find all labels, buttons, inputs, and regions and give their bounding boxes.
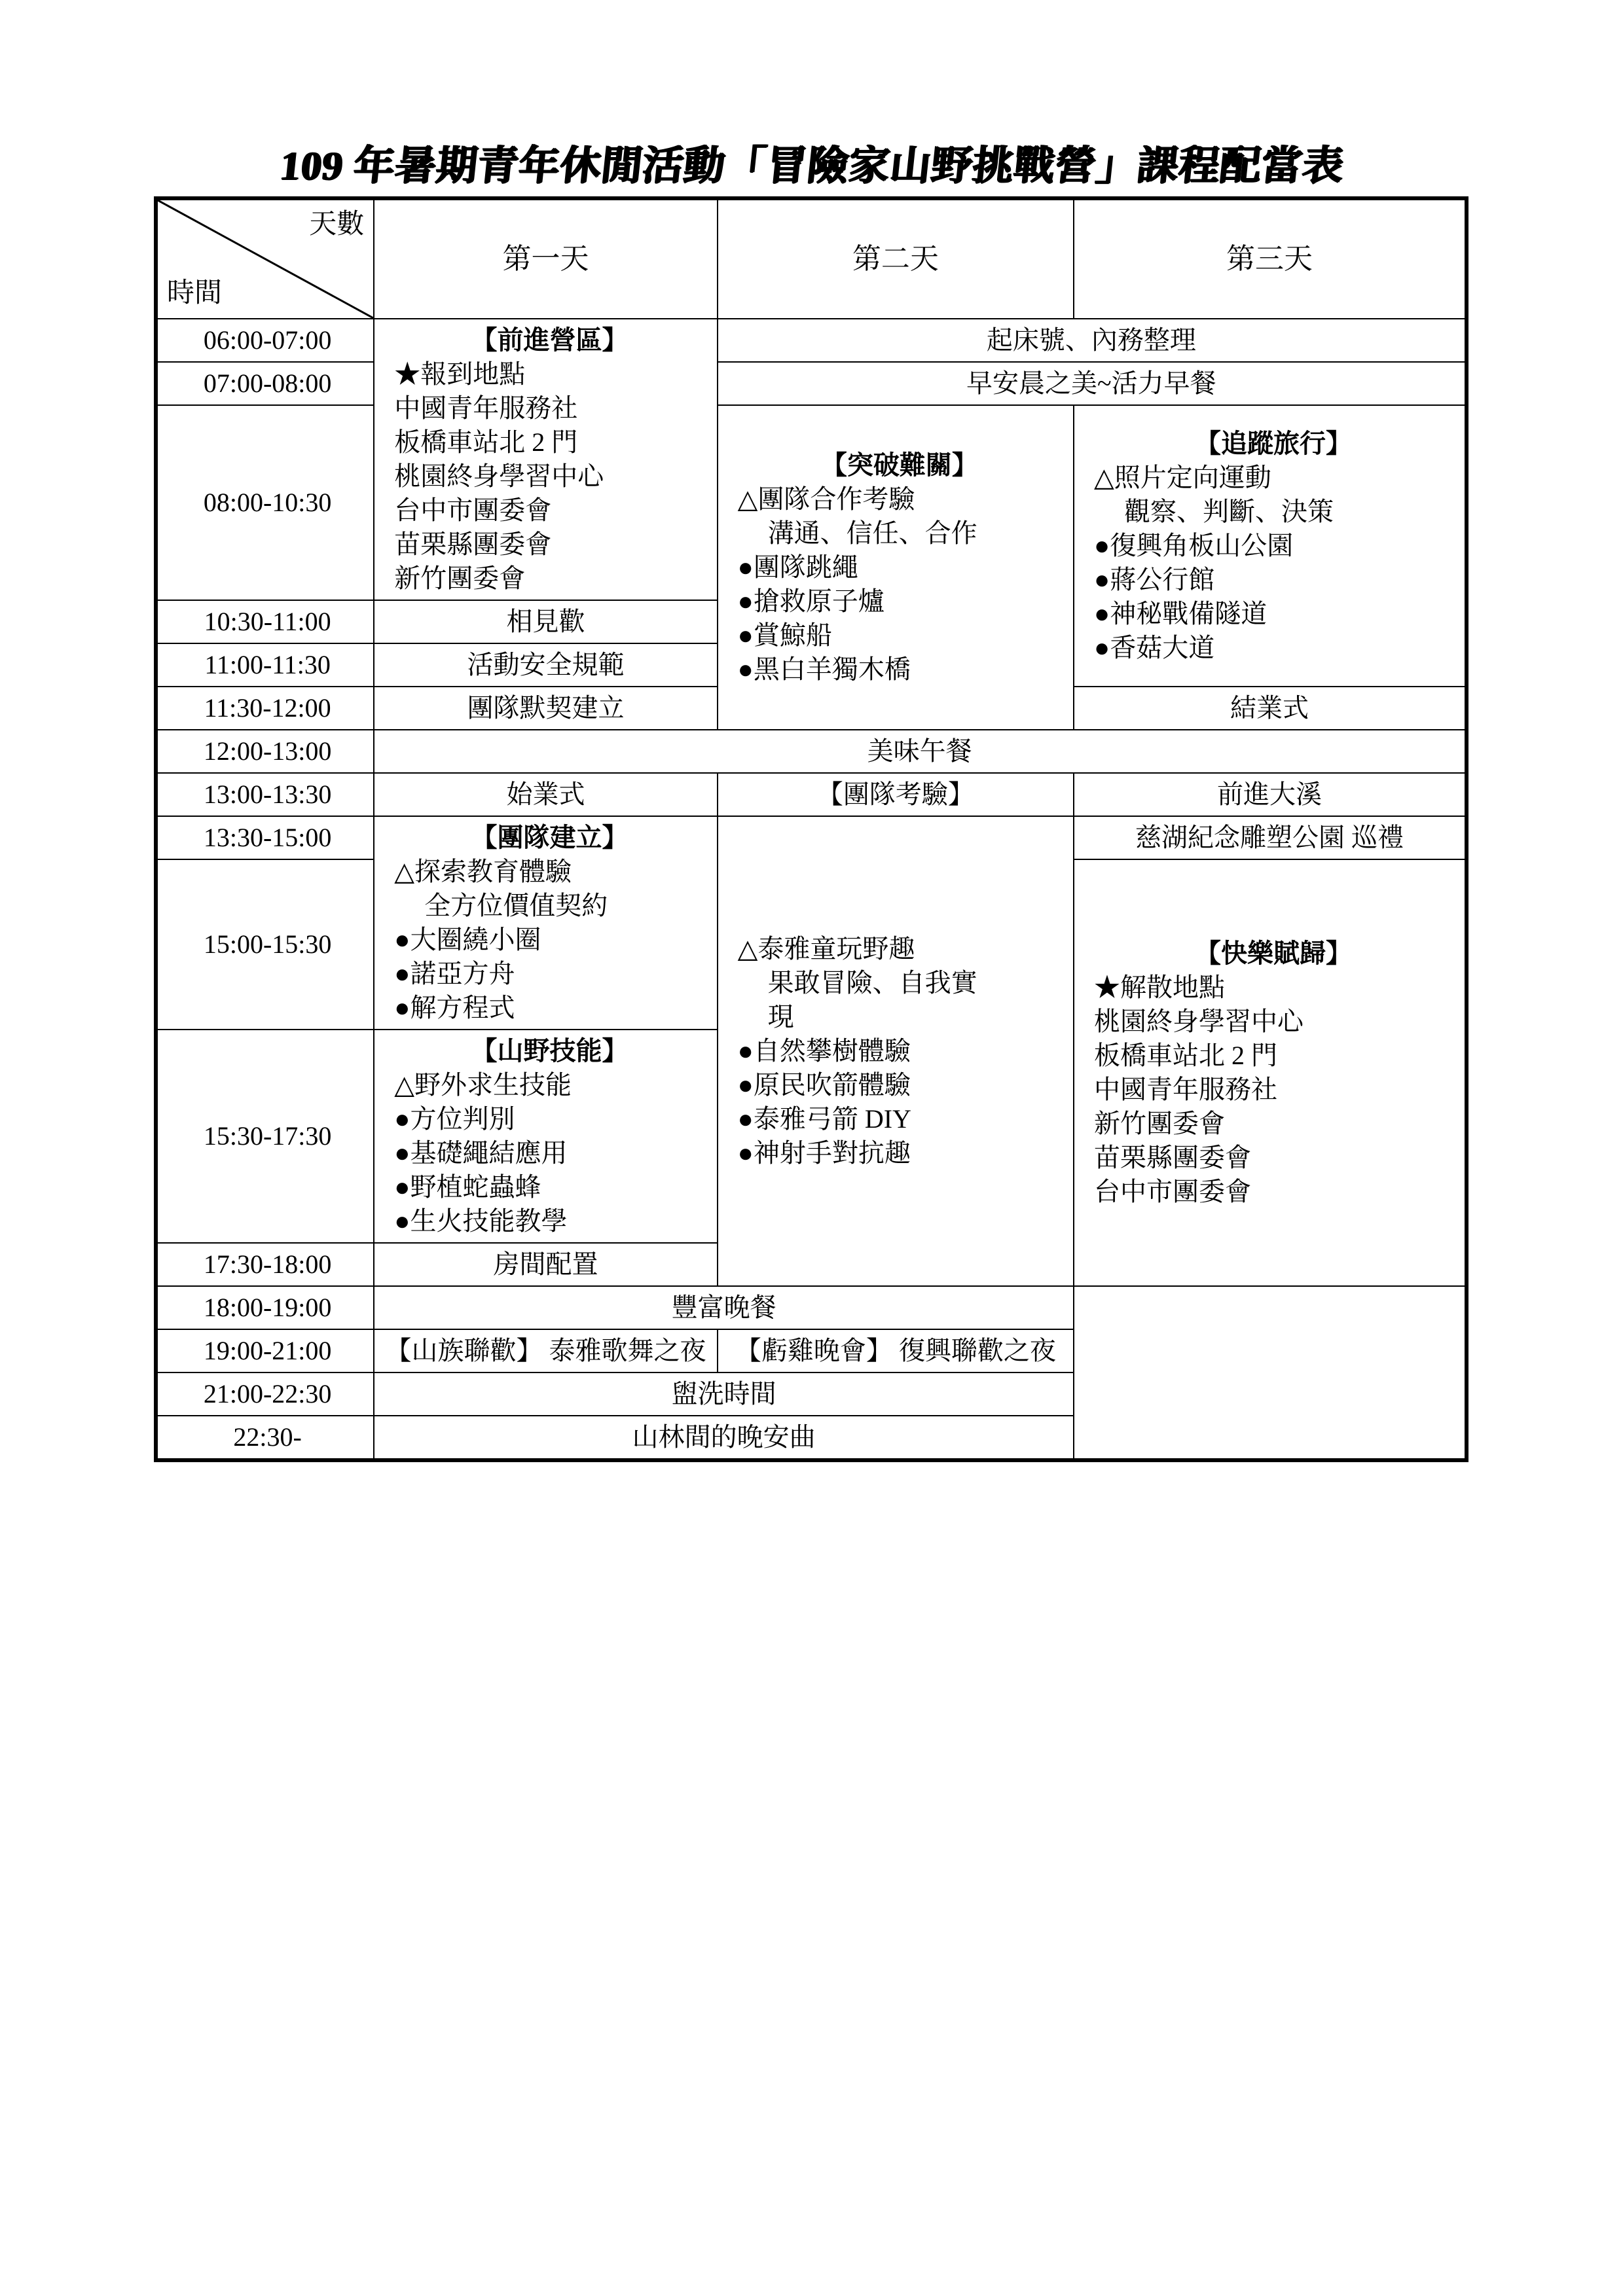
cell-day1-safety: 活動安全規範 bbox=[374, 643, 717, 687]
time-label: 22:30- bbox=[156, 1416, 374, 1460]
cell-lullaby: 山林間的晚安曲 bbox=[374, 1416, 1074, 1460]
cell-line: △探索教育體驗 bbox=[394, 857, 572, 886]
cell-day1-camp bbox=[374, 319, 717, 600]
table-row bbox=[156, 319, 1467, 362]
day-header-2: 第二天 bbox=[718, 198, 1074, 319]
table-header-row bbox=[156, 198, 1467, 319]
cell-line: 台中市團委會 bbox=[394, 495, 552, 525]
cell-day3-closing: 結業式 bbox=[1074, 687, 1467, 730]
cell-line: 桃園終身學習中心 bbox=[394, 461, 604, 491]
cell-line: ●搶救原子爐 bbox=[737, 586, 884, 616]
cell-line: △泰雅童玩野趣 bbox=[737, 934, 915, 963]
cell-header: 【快樂賦歸】 bbox=[1195, 939, 1353, 968]
cell-line: 慈湖紀念雕塑公園 bbox=[1135, 823, 1345, 852]
cell-day1-rooms: 房間配置 bbox=[374, 1243, 717, 1286]
cell-line: ●解方程式 bbox=[394, 993, 515, 1022]
cell-line: ●香菇大道 bbox=[1094, 633, 1215, 662]
cell-line: 桃園終身學習中心 bbox=[1094, 1007, 1304, 1036]
cell-line: ●生火技能教學 bbox=[394, 1206, 568, 1236]
cell-line: ★報到地點 bbox=[394, 359, 526, 389]
cell-header: 【虧雞晚會】 bbox=[735, 1336, 892, 1365]
cell-header: 【團隊建立】 bbox=[471, 823, 629, 852]
cell-day2-trial-header: 【團隊考驗】 bbox=[718, 773, 1074, 816]
cell-line: △照片定向運動 bbox=[1094, 463, 1271, 492]
cell-header: 【前進營區】 bbox=[471, 325, 629, 355]
cell-day3-cihu bbox=[1074, 816, 1467, 859]
cell-breakfast: 早安晨之美~活力早餐 bbox=[718, 362, 1467, 405]
cell-line: 全方位價值契約 bbox=[424, 891, 608, 920]
cell-dinner: 豐富晚餐 bbox=[374, 1286, 1074, 1329]
cell-line: ★解散地點 bbox=[1094, 973, 1226, 1002]
cell-line: ●諾亞方舟 bbox=[394, 959, 515, 988]
time-label: 15:30-17:30 bbox=[156, 1030, 374, 1243]
cell-line: ●神射手對抗趣 bbox=[737, 1138, 911, 1168]
corner-days-label: 天數 bbox=[309, 209, 365, 240]
corner-header-cell bbox=[156, 198, 374, 319]
cell-line: ●蔣公行館 bbox=[1094, 565, 1215, 594]
cell-line: 台中市團委會 bbox=[1094, 1177, 1252, 1206]
cell-day1-meetup: 相見歡 bbox=[374, 600, 717, 643]
cell-line: 泰雅歌舞之夜 bbox=[549, 1336, 706, 1365]
cell-line: 新竹團委會 bbox=[1094, 1109, 1226, 1138]
cell-day3-tracking bbox=[1074, 405, 1467, 687]
cell-lunch: 美味午餐 bbox=[374, 730, 1467, 773]
cell-day1-party bbox=[374, 1329, 717, 1372]
time-label: 12:00-13:00 bbox=[156, 730, 374, 773]
cell-day3-return bbox=[1074, 859, 1467, 1286]
cell-line: ●方位判別 bbox=[394, 1104, 515, 1134]
table-row bbox=[156, 362, 1467, 405]
cell-header: 【山族聯歡】 bbox=[385, 1336, 543, 1365]
cell-line: △野外求生技能 bbox=[394, 1070, 572, 1100]
table-row bbox=[156, 773, 1467, 816]
time-label: 11:00-11:30 bbox=[156, 643, 374, 687]
page-title: 109 年暑期青年休閒活動「冒險家山野挑戰營」課程配當表 bbox=[278, 144, 1346, 188]
cell-line: 新竹團委會 bbox=[394, 564, 526, 593]
cell-line: 中國青年服務社 bbox=[394, 393, 578, 423]
cell-line: ●復興角板山公園 bbox=[1094, 531, 1294, 560]
corner-time-label: 時間 bbox=[167, 278, 223, 309]
table-row bbox=[156, 730, 1467, 773]
cell-day2-party bbox=[718, 1329, 1074, 1372]
time-label: 21:00-22:30 bbox=[156, 1372, 374, 1416]
cell-line: ●黑白羊獨木橋 bbox=[737, 655, 911, 684]
cell-line: 現 bbox=[767, 1002, 794, 1031]
cell-line: △團隊合作考驗 bbox=[737, 484, 915, 514]
time-label: 19:00-21:00 bbox=[156, 1329, 374, 1372]
table-row bbox=[156, 1286, 1467, 1329]
time-label: 13:30-15:00 bbox=[156, 816, 374, 859]
cell-header: 【山野技能】 bbox=[471, 1036, 629, 1066]
cell-line: 板橋車站北 2 門 bbox=[394, 427, 578, 457]
cell-line: 溝通、信任、合作 bbox=[767, 518, 977, 548]
cell-day1-teamtrust: 團隊默契建立 bbox=[374, 687, 717, 730]
cell-washing: 盥洗時間 bbox=[374, 1372, 1074, 1416]
cell-day3-daxi: 前進大溪 bbox=[1074, 773, 1467, 816]
cell-day1-skills bbox=[374, 1030, 717, 1243]
cell-line: ●賞鯨船 bbox=[737, 620, 832, 650]
time-label: 08:00-10:30 bbox=[156, 405, 374, 600]
cell-line: 觀察、判斷、決策 bbox=[1124, 497, 1334, 526]
cell-line: 苗栗縣團委會 bbox=[394, 529, 552, 559]
cell-line: 苗栗縣團委會 bbox=[1094, 1143, 1252, 1172]
cell-header: 【追蹤旅行】 bbox=[1195, 429, 1353, 458]
cell-line: 中國青年服務社 bbox=[1094, 1075, 1278, 1104]
cell-line: ●原民吹箭體驗 bbox=[737, 1070, 911, 1100]
time-label: 10:30-11:00 bbox=[156, 600, 374, 643]
table-row bbox=[156, 816, 1467, 859]
time-label: 07:00-08:00 bbox=[156, 362, 374, 405]
table-row bbox=[156, 405, 1467, 600]
day-header-3: 第三天 bbox=[1074, 198, 1467, 319]
time-label: 13:00-13:30 bbox=[156, 773, 374, 816]
time-label: 18:00-19:00 bbox=[156, 1286, 374, 1329]
day-header-1: 第一天 bbox=[374, 198, 717, 319]
cell-line: 復興聯歡之夜 bbox=[898, 1336, 1056, 1365]
cell-day1-teambuilding bbox=[374, 816, 717, 1030]
schedule-table bbox=[154, 196, 1468, 1462]
cell-line: ●大圈繞小圈 bbox=[394, 925, 541, 954]
cell-line: 果敢冒險、自我實 bbox=[767, 968, 977, 997]
cell-day1-opening: 始業式 bbox=[374, 773, 717, 816]
cell-header: 【突破難關】 bbox=[820, 450, 978, 480]
time-label: 15:00-15:30 bbox=[156, 859, 374, 1030]
cell-day2-breakthrough bbox=[718, 405, 1074, 730]
cell-line: ●野植蛇蟲蜂 bbox=[394, 1172, 541, 1202]
cell-line: ●自然攀樹體驗 bbox=[737, 1036, 911, 1066]
cell-line: ●基礎繩結應用 bbox=[394, 1138, 568, 1168]
cell-day3-empty bbox=[1074, 1286, 1467, 1460]
cell-wakeup: 起床號、內務整理 bbox=[718, 319, 1467, 362]
cell-line: 板橋車站北 2 門 bbox=[1094, 1041, 1278, 1070]
cell-line: ●團隊跳繩 bbox=[737, 552, 858, 582]
cell-day2-trial-body bbox=[718, 816, 1074, 1286]
time-label: 17:30-18:00 bbox=[156, 1243, 374, 1286]
cell-line: 巡禮 bbox=[1351, 823, 1404, 852]
time-label: 11:30-12:00 bbox=[156, 687, 374, 730]
cell-line: ●泰雅弓箭 DIY bbox=[737, 1104, 911, 1134]
time-label: 06:00-07:00 bbox=[156, 319, 374, 362]
cell-line: ●神秘戰備隧道 bbox=[1094, 599, 1267, 628]
